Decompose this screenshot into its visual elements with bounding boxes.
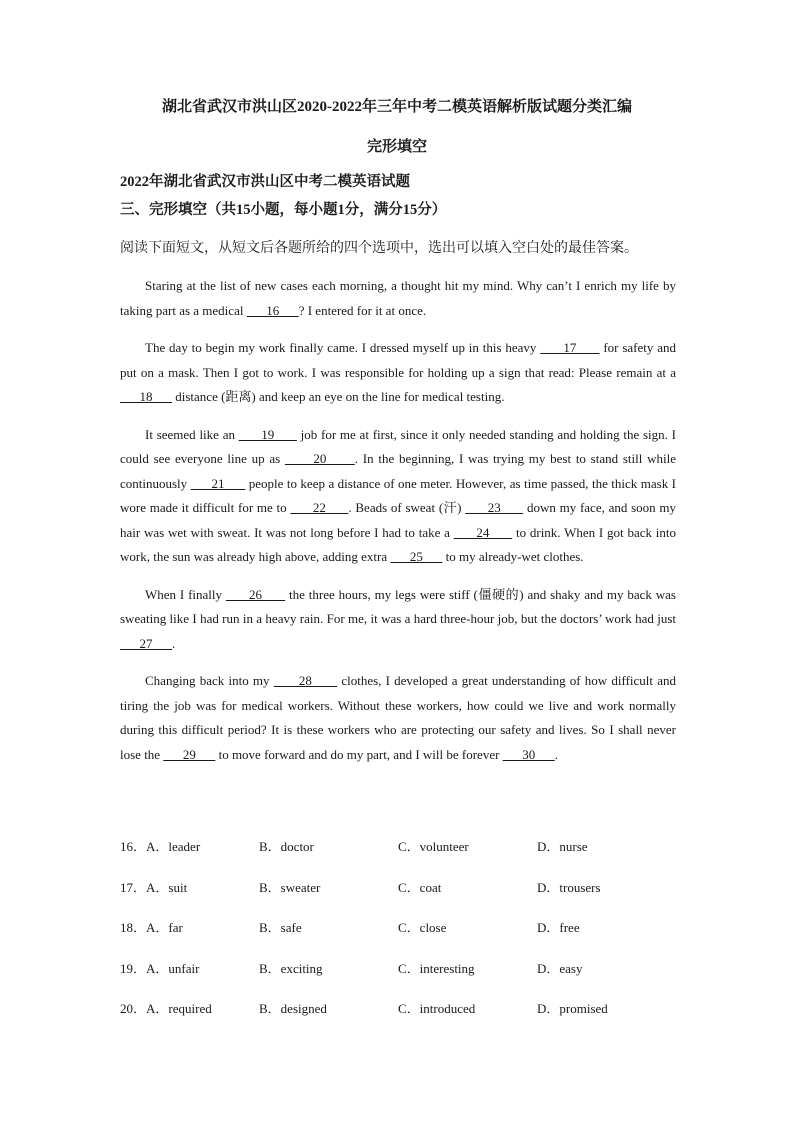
option-a (120, 836, 259, 855)
blank-16: 16 (246, 302, 299, 318)
blank-21: 21 (190, 475, 246, 491)
option-b: B．safe (259, 920, 302, 935)
paragraph-2 (120, 336, 676, 410)
text: distance (距离) and keep an eye on the line for medical testing. (172, 389, 505, 404)
text: . (554, 746, 558, 762)
paragraph-3 (120, 423, 676, 570)
blank-18: 18 (120, 389, 172, 404)
blank-24: 24 (453, 524, 513, 540)
option-a (120, 917, 259, 936)
option-b: B．sweater (259, 879, 321, 895)
blank-23: 23 (465, 500, 524, 515)
option-b: B．designed (259, 1001, 327, 1016)
passage (120, 274, 676, 780)
document-subtitle: 完形填空 (366, 139, 427, 155)
text: . (172, 635, 176, 651)
text: people to keep a distance of one meter. However, as time passed, the thick mask I wore made it difficult for me to (120, 475, 677, 515)
text: The day to begin my work finally came. I dressed myself up in this heavy (145, 340, 541, 355)
option-d: D．free (537, 920, 580, 935)
paragraph-1 (120, 274, 676, 323)
paragraph-4 (120, 583, 676, 657)
blank-20: 20 (284, 451, 355, 466)
exam-title: 2022年湖北省武汉市洪山区中考二模英语试题 (120, 174, 410, 190)
text: clothes, I developed a great understanding of how difficult and tiring the job was for medical workers. Without these workers, how could we live and work normally during this difficult period? It is these workers who are protecting our safety and lives. So I shall never lose the (120, 673, 676, 762)
question-row-17 (120, 877, 680, 918)
option-a-text: A．required (146, 1001, 212, 1016)
option-a-text: A．far (146, 920, 183, 935)
text: Staring at the list of new cases each morning, a thought hit my mind. Why can’t I enrich my life by taking part as a medical (120, 278, 676, 318)
text: to drink. When I got back into work, the sun was already high above, adding extra (120, 524, 677, 564)
option-c: C．volunteer (398, 839, 469, 854)
question-number: 18． (120, 920, 147, 935)
question-number: 19． (120, 960, 147, 976)
option-c: C．interesting (398, 960, 475, 976)
blank-29: 29 (163, 746, 216, 762)
options-list (120, 836, 680, 1039)
text: down my face, and soon my hair was wet with sweat. It was not long before I had to take a (120, 500, 677, 540)
text: . In the beginning, I was trying my best to stand still while continuously (120, 451, 676, 491)
instruction-text: 阅读下面短文，从短文后各题所给的四个选项中，选出可以填入空白处的最佳答案。 (120, 241, 638, 256)
option-d: D．easy (537, 960, 583, 976)
blank-22: 22 (290, 500, 349, 515)
paragraph-5 (120, 669, 676, 767)
blank-27: 27 (120, 635, 172, 651)
text: When I finally (145, 586, 226, 602)
option-c: C．coat (398, 879, 442, 895)
blank-17: 17 (540, 340, 600, 355)
question-number: 16． (120, 839, 147, 854)
option-a-text: A．unfair (146, 960, 200, 976)
option-c: C．close (398, 920, 447, 935)
text: . Beads of sweat (汗) (348, 500, 466, 515)
option-c: C．introduced (398, 1001, 476, 1016)
blank-28: 28 (273, 673, 338, 688)
option-a-text: A．leader (146, 839, 201, 854)
question-row-19 (120, 958, 680, 999)
document-title: 湖北省武汉市洪山区2020-2022年三年中考二模英语解析版试题分类汇编 (162, 99, 632, 115)
blank-26: 26 (225, 586, 286, 602)
option-b: B．doctor (259, 839, 314, 854)
text: to move forward and do my part, and I will be forever (215, 746, 503, 762)
part-heading: 三、完形填空（共15小题，每小题1分，满分15分） (120, 202, 447, 218)
option-a (120, 958, 259, 977)
question-row-20 (120, 998, 680, 1039)
question-row-16 (120, 836, 680, 877)
option-a-text: A．suit (146, 879, 188, 895)
blank-25: 25 (390, 549, 443, 564)
option-a (120, 998, 259, 1017)
text: It seemed like an (145, 426, 239, 442)
option-d: D．nurse (537, 839, 588, 854)
text: ? I entered for it at once. (298, 302, 427, 318)
question-row-18 (120, 917, 680, 958)
option-b: B．exciting (259, 960, 323, 976)
question-number: 20． (120, 1001, 147, 1016)
text: to my already-wet clothes. (442, 549, 584, 564)
text: job for me at first, since it only needed standing and holding the sign. I could see everyone line up as (120, 426, 677, 466)
text: Changing back into my (145, 673, 274, 688)
question-number: 17． (120, 879, 147, 895)
blank-19: 19 (238, 426, 297, 442)
option-a (120, 877, 259, 896)
text: the three hours, my legs were stiff (僵硬的) and shaky and my back was sweating like I had run in a heavy rain. For me, it was a hard three-hour job, but the doctors’ work had just (120, 586, 676, 626)
text: for safety and put on a mask. Then I got to work. I was responsible for holding up a sign that read: Please remain at a (120, 340, 677, 380)
option-d: D．trousers (537, 879, 601, 895)
option-d: D．promised (537, 1001, 608, 1016)
blank-30: 30 (502, 746, 555, 762)
